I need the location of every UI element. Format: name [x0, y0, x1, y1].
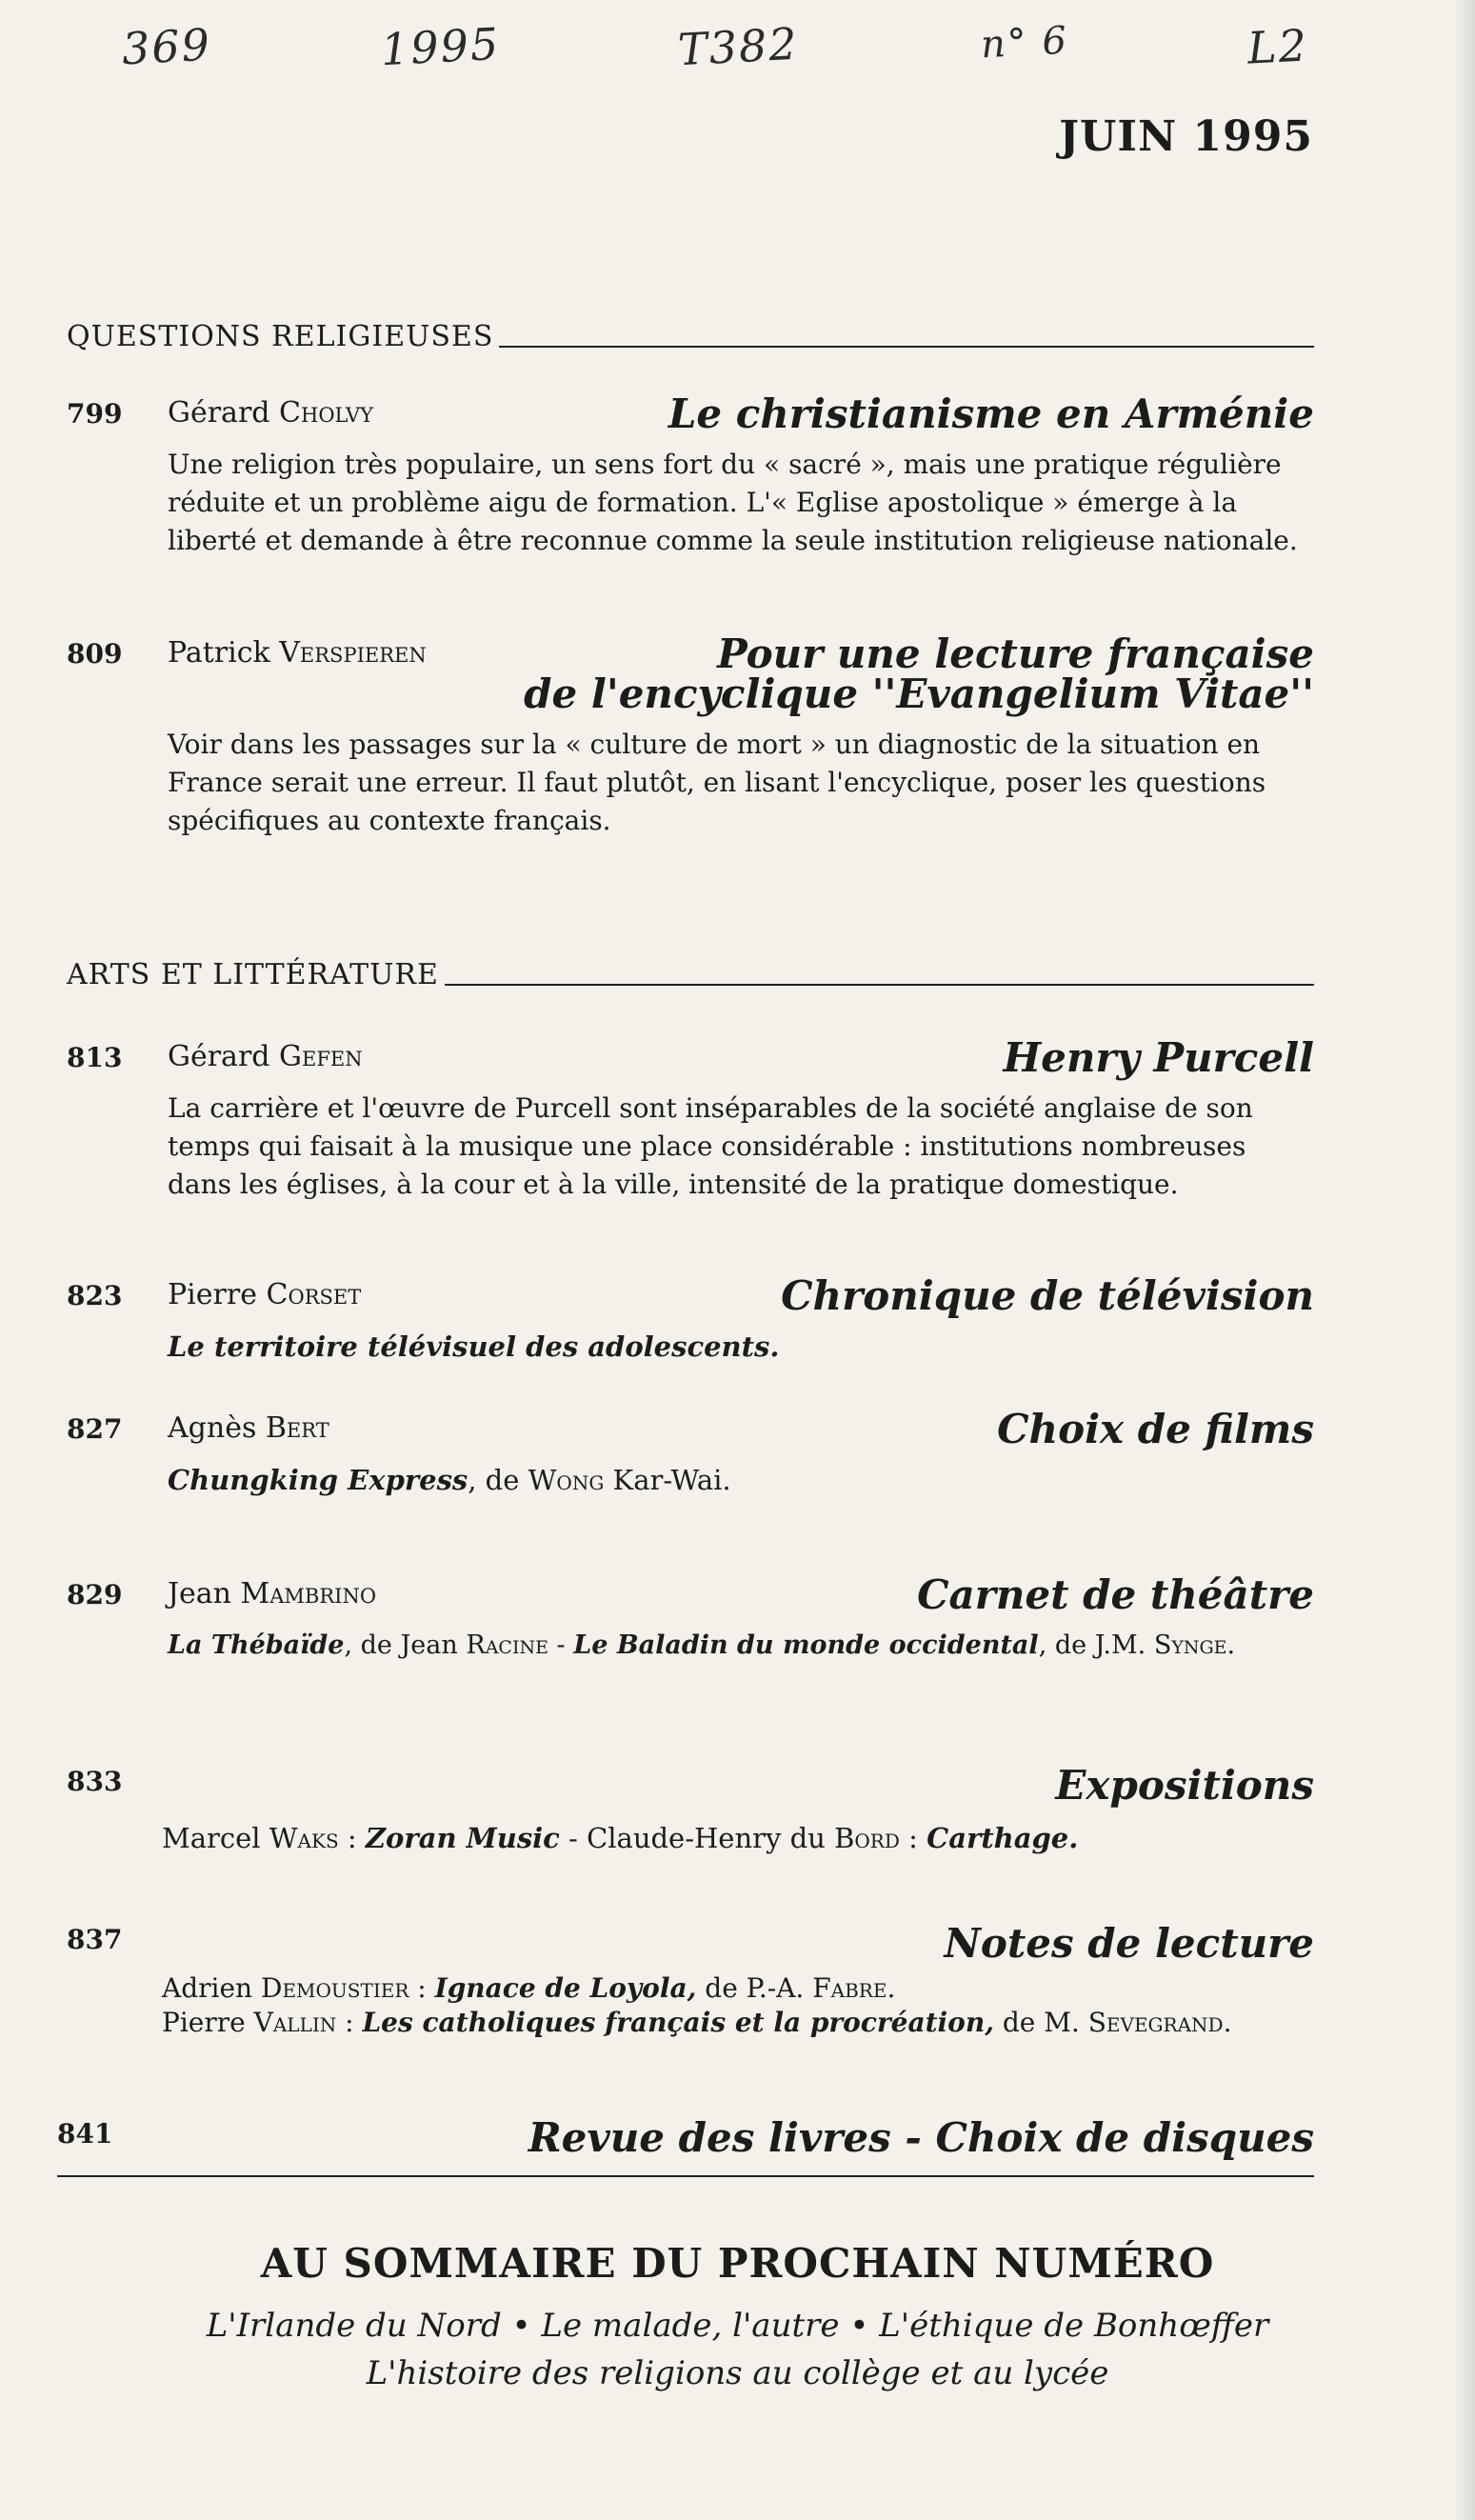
author: Gérard Gefen [168, 1040, 363, 1073]
page-number: 833 [67, 1766, 123, 1797]
article-title[interactable]: Choix de films [997, 1406, 1314, 1452]
author: Patrick Verspieren [168, 636, 427, 670]
article-abstract: La carrière et l'œuvre de Purcell sont inséparables de la société anglaise de son temps qui faisait à la musique une place considérable : institutions nombreuses dans les églises, à la cour et à la ville, intensité de la pratique domestique. [168, 1092, 1253, 1200]
article-entry-829[interactable] [67, 1571, 1314, 1665]
article-subtitle: Chungking Express, de Wong Kar-Wai. [168, 1464, 731, 1496]
handwritten-note-3: T382 [676, 17, 800, 76]
author: Pierre Corset [168, 1278, 362, 1311]
article-title[interactable]: Notes de lecture [944, 1920, 1314, 1967]
article-title[interactable]: Chronique de télévision [781, 1272, 1314, 1319]
issue-date: JUIN 1995 [1059, 112, 1313, 161]
page-number: 829 [67, 1579, 123, 1610]
author: Jean Mambrino [168, 1577, 377, 1610]
page-number: 837 [67, 1924, 123, 1955]
article-title[interactable]: Le christianisme en Arménie [668, 390, 1314, 437]
author: Agnès Bert [168, 1411, 329, 1445]
section-label: QUESTIONS RELIGIEUSES [67, 320, 494, 353]
article-subtitle: Adrien Demoustier : Ignace de Loyola, de P.-A. Fabre. Pierre Vallin : Les catholiques français et la procréation, de M. Sevegrand. [162, 1972, 1232, 2038]
article-title[interactable]: Expositions [1055, 1762, 1314, 1809]
article-entry-837[interactable] [67, 1920, 1314, 2040]
article-entry-799[interactable] [67, 390, 1314, 560]
page-edge-shadow [1454, 0, 1475, 2520]
section-rule [445, 984, 1314, 986]
page-number: 799 [67, 398, 123, 430]
article-subtitle: Marcel Waks : Zoran Music - Claude-Henry du Bord : Carthage. [162, 1822, 1079, 1854]
section-heading-arts [67, 958, 1314, 991]
article-entry-809[interactable] [67, 630, 1314, 840]
article-subtitle: Le territoire télévisuel des adolescents. [168, 1330, 780, 1363]
page-number: 827 [67, 1413, 123, 1445]
article-entry-813[interactable] [67, 1034, 1314, 1204]
page-number: 823 [67, 1280, 123, 1311]
article-entry-841[interactable] [57, 2114, 1314, 2161]
article-title[interactable]: Revue des livres - Choix de disques [528, 2114, 1314, 2161]
page-number: 809 [67, 638, 123, 670]
page-number: 813 [67, 1042, 123, 1073]
article-entry-827[interactable] [67, 1406, 1314, 1499]
article-title[interactable]: Carnet de théâtre [917, 1571, 1314, 1618]
article-entry-833[interactable] [67, 1762, 1314, 1857]
section-label: ARTS ET LITTÉRATURE [67, 958, 439, 991]
section-heading-religion [67, 320, 1314, 353]
article-title[interactable]: Pour une lecture française de l'encyclique ''Evangelium Vitae'' [524, 630, 1314, 717]
handwritten-notes [0, 17, 1475, 97]
article-abstract: Une religion très populaire, un sens fort du « sacré », mais une pratique régulière réduite et un problème aigu de formation. L'« Eglise apostolique » émerge à la liberté et demande à être reconnue comme la seule institution religieuse nationale. [168, 449, 1298, 556]
next-issue-line-1: L'Irlande du Nord • Le malade, l'autre • L'éthique de Bonhœffer [206, 2307, 1269, 2345]
handwritten-note-2: 1995 [379, 17, 502, 76]
article-abstract: Voir dans les passages sur la « culture de mort » un diagnostic de la situation en France serait une erreur. Il faut plutôt, en lisant l'encyclique, poser les questions spécifiques au contexte français. [168, 729, 1266, 836]
handwritten-note-5: L2 [1246, 19, 1310, 74]
article-subtitle: La Thébaïde, de Jean Racine - Le Baladin du monde occidental, de J.M. Synge. [168, 1630, 1236, 1660]
section-rule [499, 346, 1314, 348]
divider [57, 2175, 1314, 2177]
handwritten-note-4: n° 6 [979, 18, 1070, 68]
article-entry-823[interactable] [67, 1272, 1314, 1366]
next-issue-heading: AU SOMMAIRE DU PROCHAIN NUMÉRO [260, 2240, 1215, 2287]
author: Gérard Cholvy [168, 396, 374, 430]
next-issue-line-2: L'histoire des religions au collège et au lycée [366, 2354, 1109, 2392]
handwritten-note-1: 369 [120, 18, 213, 75]
page-number: 841 [57, 2118, 113, 2150]
article-title[interactable]: Henry Purcell [1003, 1034, 1314, 1081]
